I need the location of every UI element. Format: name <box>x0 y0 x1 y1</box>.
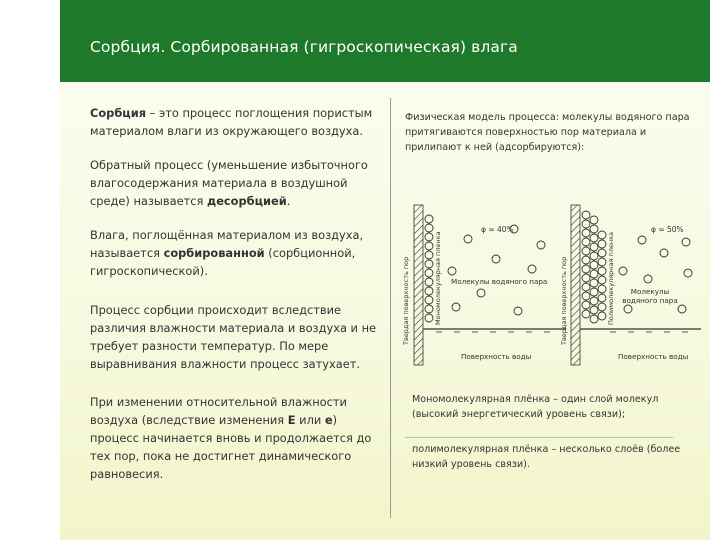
vapor-label-left: Молекулы водяного пара <box>451 277 548 286</box>
sorbed-lead: Влага, поглощённая материалом из воздуха, называется <box>90 228 364 260</box>
poly-film-label: Полимолекулярная пленка <box>607 231 615 325</box>
right-margin <box>710 0 720 540</box>
sorption-definition-text: – это процесс поглощения пористым материалом влаги из окружающего воздуха. <box>90 106 373 138</box>
symbol-E: E <box>287 413 296 427</box>
polymolecular-film <box>582 211 606 323</box>
sorbed-tail: (сорбционной, гигроскопической). <box>90 246 356 278</box>
water-label-right: Поверхность воды <box>618 352 689 361</box>
polymolecular-text: полимолекулярная плёнка – несколько слоёв (более низкий уровень связи). <box>412 444 681 470</box>
vapor-label-right-1: Молекулы <box>630 287 670 296</box>
phi-label-right: φ ≈ 50% <box>651 225 684 234</box>
desorption-definition <box>90 156 382 210</box>
slide-title: Сорбция. Сорбированная (гигроскопическая) влага <box>90 38 518 56</box>
vapor-molecules-left <box>448 225 548 315</box>
term-desorption: десорбцией <box>207 194 287 208</box>
title-bar <box>60 0 710 82</box>
column-divider <box>390 98 391 518</box>
desorption-tail: . <box>286 194 291 208</box>
humidity-mid: или <box>295 413 325 427</box>
left-pore-wall <box>414 205 423 365</box>
right-pore-wall <box>571 205 580 365</box>
monomolecular-film <box>425 215 433 322</box>
sorbed-moisture-definition <box>90 226 382 280</box>
term-sorbed: сорбированной <box>163 246 265 260</box>
vapor-label-right-2: водяного пара <box>622 296 678 305</box>
sorption-definition <box>90 104 382 140</box>
term-sorption: Сорбция <box>90 106 147 120</box>
humidity-tail: ) процесс начинается вновь и продолжается до тех пор, пока не достигнет динамического равновесия. <box>90 413 372 481</box>
left-column <box>90 104 382 499</box>
sorption-process-paragraph: Процесс сорбции происходит вследствие различия влажности материала и воздуха и не требует разности температур. По мере выравнивания влажности процесс затухает. <box>90 303 377 371</box>
wall-label-right: Твердая поверхность пор <box>560 256 568 345</box>
physical-model-text: Физическая модель процесса: молекулы водяного пара притягиваются поверхностью пор материала и прилипают к ней (адсорбируются): <box>405 112 690 153</box>
adsorption-diagram <box>396 195 706 375</box>
water-label-left: Поверхность воды <box>461 352 532 361</box>
humidity-change-paragraph <box>90 393 382 483</box>
caption-separator <box>405 437 673 438</box>
left-margin <box>0 0 60 540</box>
monomolecular-text: Мономолекулярная плёнка – один слой молекул (высокий энергетический уровень связи); <box>412 394 659 420</box>
phi-label-left: φ ≈ 40% <box>481 225 514 234</box>
wall-label-left: Твердая поверхность пор <box>402 256 410 345</box>
desorption-lead: Обратный процесс (уменьшение избыточного влагосодержания материала в воздушной среде) называется <box>90 158 368 208</box>
symbol-e: e <box>324 413 333 427</box>
mono-film-label: Мономолекулярная пленка <box>434 231 442 325</box>
humidity-lead: При изменении относительной влажности воздуха (вследствие изменения <box>90 395 347 427</box>
